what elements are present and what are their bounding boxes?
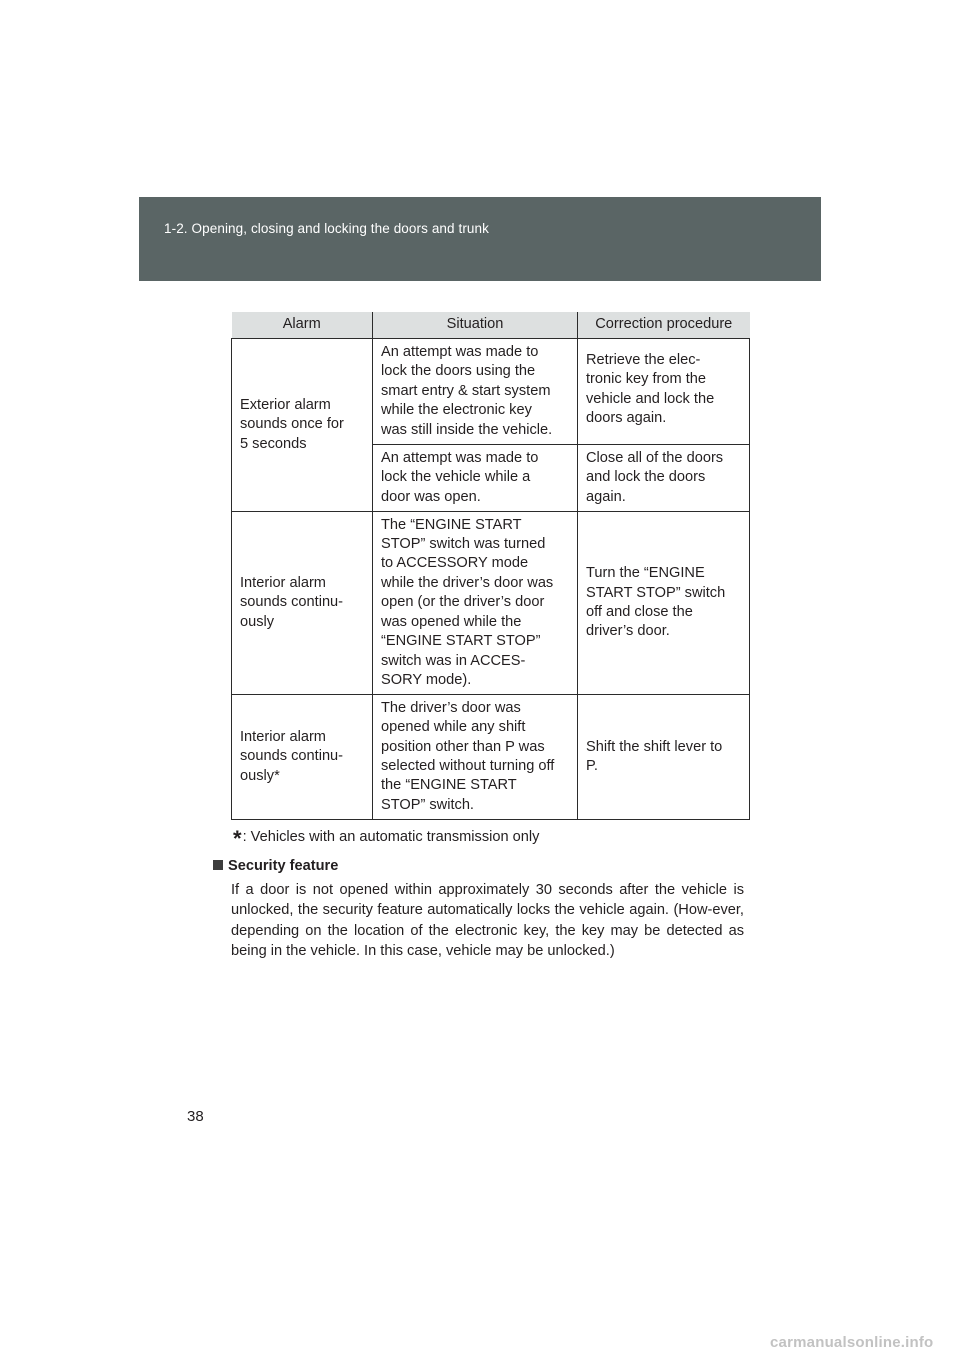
bullet-square-icon <box>213 860 223 870</box>
column-header-alarm: Alarm <box>232 312 373 339</box>
table-row <box>232 695 750 820</box>
table-footnote <box>233 826 539 852</box>
situation-cell: An attempt was made to lock the doors using the smart entry & start system while the electronic key was still inside the vehicle. <box>373 339 578 445</box>
section-title: 1-2. Opening, closing and locking the doors and trunk <box>164 221 490 236</box>
footnote-asterisk: * <box>233 826 242 851</box>
situation-cell: An attempt was made to lock the vehicle while a door was open. <box>373 445 578 512</box>
column-header-correction: Correction procedure <box>578 312 750 339</box>
security-feature-paragraph: If a door is not opened within approximately 30 seconds after the vehicle is unlocked, the security feature automatically locks the vehicle again. (How-ever, depending on the location of the electronic key, the key may be detected as being in the vehicle. In this case, vehicle may be unlocked.) <box>231 882 744 959</box>
table-header-row <box>232 312 750 339</box>
security-feature-heading-text: Security feature <box>228 858 339 874</box>
watermark: carmanualsonline.info <box>770 1334 934 1351</box>
correction-cell: Retrieve the elec- tronic key from the vehicle and lock the doors again. <box>578 339 750 445</box>
alarm-cell: Interior alarm sounds continu- ously <box>232 512 373 695</box>
alarm-table <box>231 312 750 820</box>
section-header-band <box>139 197 821 281</box>
footnote-text: : Vehicles with an automatic transmission only <box>242 829 540 845</box>
table-row <box>232 339 750 445</box>
correction-cell: Close all of the doors and lock the doors again. <box>578 445 750 512</box>
table-row <box>232 512 750 695</box>
page-number: 38 <box>187 1108 204 1125</box>
column-header-situation: Situation <box>373 312 578 339</box>
situation-cell: The driver’s door was opened while any shift position other than P was selected without turning off the “ENGINE START STOP” switch. <box>373 695 578 820</box>
correction-cell: Shift the shift lever to P. <box>578 695 750 820</box>
alarm-cell: Exterior alarm sounds once for 5 seconds <box>232 339 373 512</box>
situation-cell: The “ENGINE START STOP” switch was turned to ACCESSORY mode while the driver’s door was open (or the driver’s door was opened while the “ENGINE START STOP” switch was in ACCES- SORY mode). <box>373 512 578 695</box>
alarm-cell: Interior alarm sounds continu- ously* <box>232 695 373 820</box>
correction-cell: Turn the “ENGINE START STOP” switch off and close the driver’s door. <box>578 512 750 695</box>
security-feature-heading <box>213 858 338 874</box>
